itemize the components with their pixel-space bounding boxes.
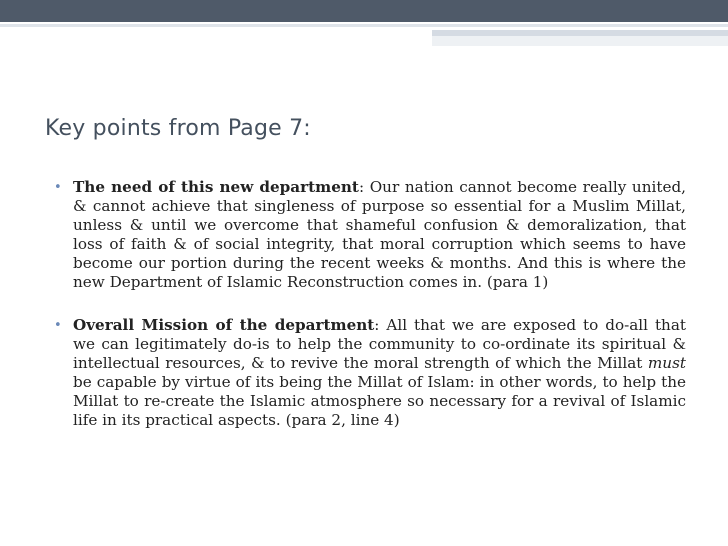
bullet-overall-mission [54, 316, 686, 430]
bullet-heading: The need of this new department [73, 178, 359, 196]
bullet-emphasis: must [647, 354, 686, 372]
slide-body [54, 178, 686, 454]
bullet-heading: Overall Mission of the department [73, 316, 375, 334]
accent-line [0, 24, 728, 27]
top-banner [0, 0, 728, 22]
bullet-icon: • [54, 180, 62, 195]
bullet-text: : All that we are exposed to do-all that we can legitimately do-is to help the community to co-ordinate its spiritual & intellectual resources, & to revive the moral strength of which the Millat [73, 316, 686, 372]
slide-title: Key points from Page 7: [45, 116, 311, 141]
accent-block-light [432, 36, 728, 46]
bullet-text-continued: be capable by virtue of its being the Millat of Islam: in other words, to help the Millat to re-create the Islamic atmosphere so necessary for a revival of Islamic life in its practical aspects. (para 2, line 4) [73, 373, 686, 429]
bullet-icon: • [54, 318, 62, 333]
bullet-text: : Our nation cannot become really united, & cannot achieve that singleness of purpose so essential for a Muslim Millat, unless & until we overcome that shameful confusion & demoralization, that loss of faith & of social integrity, that moral corruption which seems to have become our portion during the recent weeks & months. And this is where the new Department of Islamic Reconstruction comes in. (para 1) [73, 178, 686, 291]
bullet-need-of-department [54, 178, 686, 292]
